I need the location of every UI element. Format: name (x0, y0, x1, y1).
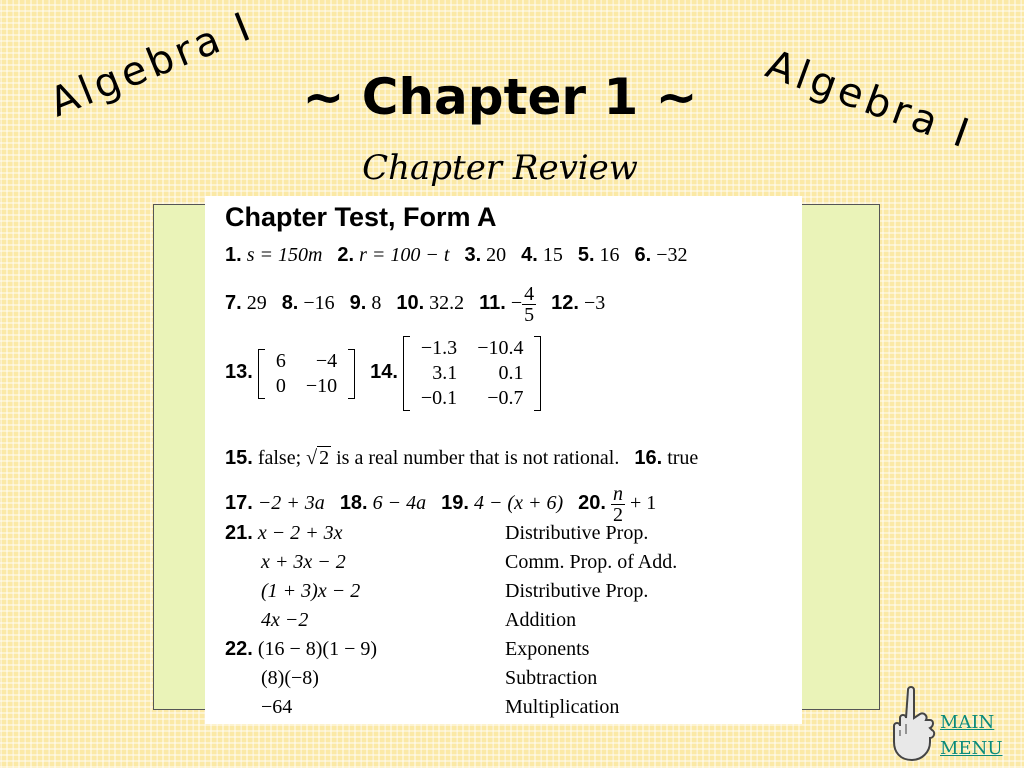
step-expression: −64 (261, 696, 293, 718)
q-number: 19. (441, 492, 469, 515)
corner-title-right: Algebra I (760, 41, 979, 159)
answer-value: 4 − (x + 6) (473, 492, 564, 515)
answer-row-matrices (225, 336, 541, 411)
q-number: 8. (281, 292, 299, 315)
answer-value: 8 (371, 292, 382, 315)
fraction-numerator: 4 (524, 283, 535, 305)
matrix-cell: 6 (275, 349, 286, 372)
q-number: 17. (225, 492, 253, 515)
main-menu-line-2[interactable]: MENU (940, 738, 1003, 759)
step-expression: x + 3x − 2 (261, 551, 346, 573)
q-number: 2. (337, 244, 355, 266)
q-number: 5. (577, 244, 595, 266)
fraction-denominator: 5 (524, 304, 535, 326)
step-reason: Distributive Prop. (505, 580, 649, 602)
corner-title-left: Algebra I (43, 3, 261, 127)
matrix-cell: 0 (275, 374, 286, 397)
q-number: 15. (225, 447, 253, 469)
answer-value: r = 100 − t (359, 244, 450, 266)
q-number: 20. (578, 492, 606, 515)
q-number: 7. (225, 292, 242, 315)
q-number: 21. (225, 522, 253, 544)
q21-step-3 (261, 580, 360, 603)
answer-text: + 1 (624, 492, 657, 515)
answer-sheet (205, 196, 802, 724)
answer-value: 29 (246, 292, 267, 315)
answer-sign: − (510, 292, 523, 315)
answer-value: 20 (486, 244, 507, 266)
radical-sign: √ (306, 447, 318, 469)
answer-row-15 (225, 446, 698, 470)
step-expression: x − 2 + 3x (257, 522, 343, 544)
matrix-13 (258, 349, 355, 399)
q-number: 16. (634, 447, 663, 469)
answer-value: −3 (583, 292, 606, 315)
answer-value: −16 (303, 292, 335, 315)
answer-value: 15 (542, 244, 563, 266)
q-number: 13. (225, 361, 253, 384)
q-number: 6. (634, 244, 652, 266)
radicand: 2 (319, 447, 330, 469)
q-number: 4. (521, 244, 538, 266)
answer-value: 6 − 4a (372, 492, 427, 515)
q-number: 14. (370, 361, 398, 384)
answer-value: −32 (656, 244, 688, 266)
main-menu-line-1[interactable]: MAIN (940, 712, 995, 733)
answer-text: is a real number that is not rational. (331, 447, 620, 469)
fraction-numerator: n (612, 483, 623, 505)
matrix-14 (403, 336, 542, 411)
main-menu-link[interactable] (940, 710, 1003, 762)
fraction (522, 284, 536, 325)
q-number: 9. (349, 292, 367, 315)
step-expression: (8)(−8) (261, 667, 319, 689)
slide-title: ~ Chapter 1 ~ (302, 68, 698, 126)
matrix-cell: −10 (305, 374, 338, 397)
answer-value: true (667, 447, 699, 469)
slide-subtitle: Chapter Review (362, 148, 638, 188)
q-number: 18. (339, 492, 368, 515)
answer-value: 16 (599, 244, 620, 266)
q22-step-1 (225, 638, 377, 661)
answer-row-2 (225, 284, 605, 325)
step-reason: Multiplication (505, 696, 620, 718)
q21-step-2 (261, 551, 346, 574)
q-number: 22. (225, 638, 253, 660)
matrix-cell: −1.3 (420, 337, 458, 359)
q-number: 1. (225, 244, 242, 266)
q-number: 3. (464, 244, 482, 266)
matrix-cell: −4 (315, 349, 338, 372)
q22-step-2 (261, 667, 319, 690)
step-reason: Distributive Prop. (505, 522, 649, 544)
matrix-cell: −10.4 (477, 337, 524, 359)
answer-value: s = 150m (246, 244, 323, 266)
q22-step-3 (261, 696, 292, 719)
matrix-cell: 0.1 (498, 362, 524, 384)
matrix-cell: −0.7 (487, 387, 524, 409)
q21-step-4 (261, 609, 308, 632)
step-reason: Comm. Prop. of Add. (505, 551, 678, 573)
q21-step-1 (225, 522, 343, 545)
step-reason: Exponents (505, 638, 590, 660)
q-number: 11. (479, 292, 506, 315)
q-number: 12. (551, 292, 579, 315)
fraction (611, 484, 625, 525)
step-expression: (1 + 3)x − 2 (261, 580, 361, 602)
step-expression: 4x −2 (261, 609, 309, 631)
pointing-hand-icon[interactable] (886, 684, 938, 764)
answer-text: false; (257, 447, 307, 469)
step-reason: Subtraction (505, 667, 598, 689)
answer-value: −2 + 3a (257, 492, 325, 515)
sheet-heading: Chapter Test, Form A (225, 202, 497, 232)
q-number: 10. (396, 292, 425, 315)
matrix-cell: 3.1 (432, 362, 458, 384)
answer-row-17 (225, 484, 656, 525)
matrix-cell: −0.1 (420, 387, 458, 409)
answer-value: 32.2 (429, 292, 465, 315)
step-reason: Addition (505, 609, 577, 631)
answer-row-1 (225, 244, 687, 267)
fraction-denominator: 2 (612, 504, 623, 526)
step-expression: (16 − 8)(1 − 9) (257, 638, 378, 660)
